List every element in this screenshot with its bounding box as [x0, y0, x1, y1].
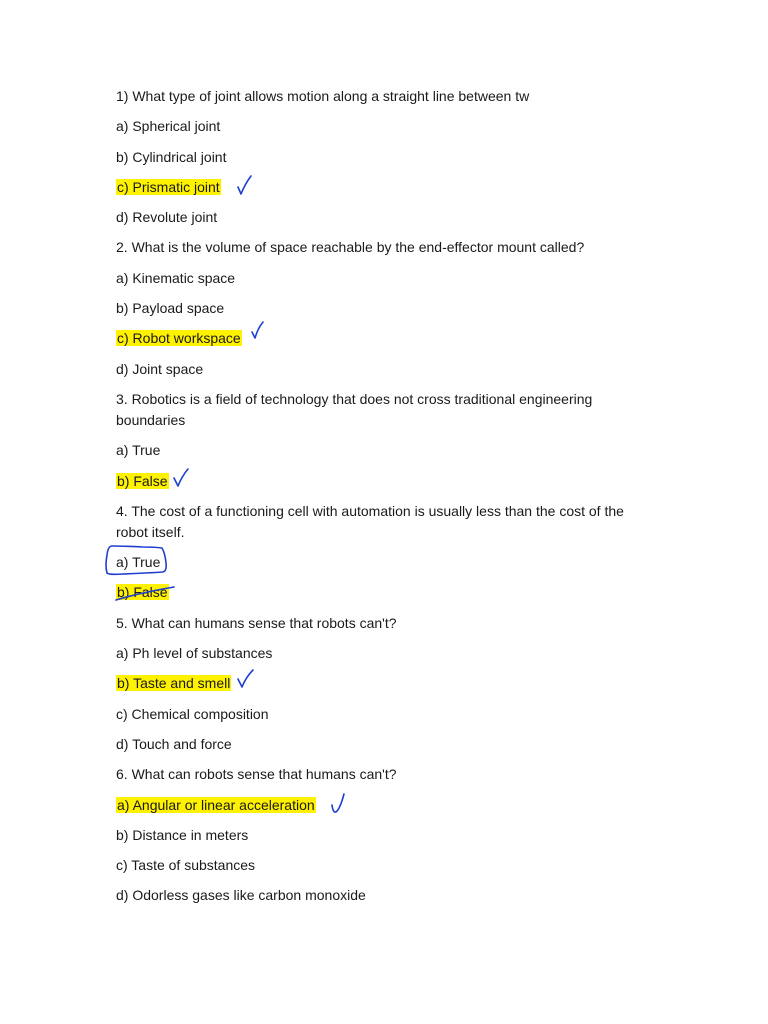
option-3a: a) True — [116, 442, 161, 459]
circle-mark — [103, 543, 177, 583]
check-icon — [250, 321, 266, 345]
check-icon — [236, 174, 254, 198]
option-2d: d) Joint space — [116, 360, 204, 377]
option-5a: a) Ph level of substances — [116, 645, 273, 662]
highlighted-answer: c) Robot workspace — [117, 330, 241, 347]
highlighted-answer: b) False — [117, 472, 168, 489]
option-6d: d) Odorless gases like carbon monoxide — [116, 887, 366, 904]
option-2c — [116, 328, 646, 349]
option-2a: a) Kinematic space — [116, 269, 236, 286]
option-5d: d) Touch and force — [116, 735, 232, 752]
question-2: 2. What is the volume of space reachable by the end-effector mount called? — [116, 239, 585, 256]
highlighted-answer: a) Angular or linear acceleration — [117, 796, 315, 813]
option-1d: d) Revolute joint — [116, 209, 218, 226]
option-1c — [116, 177, 646, 198]
question-6: 6. What can robots sense that humans can't? — [116, 766, 397, 783]
option-1b: b) Cylindrical joint — [116, 148, 227, 165]
option-6b: b) Distance in meters — [116, 826, 249, 843]
document-page — [116, 86, 646, 916]
option-5c: c) Chemical composition — [116, 705, 269, 722]
check-icon — [171, 467, 191, 491]
option-6a — [116, 795, 646, 816]
check-icon — [330, 791, 348, 817]
strike-mark — [114, 583, 178, 605]
check-icon — [236, 669, 256, 693]
option-4b — [116, 582, 646, 603]
option-5b — [116, 673, 646, 694]
question-1: 1) What type of joint allows motion along a straight line between tw — [116, 88, 530, 104]
question-3: 3. Robotics is a field of technology that does not cross traditional engineering boundaries — [116, 390, 593, 428]
highlighted-answer: c) Prismatic joint — [117, 178, 220, 195]
question-5: 5. What can humans sense that robots can't? — [116, 614, 397, 631]
highlighted-answer: b) Taste and smell — [117, 675, 231, 692]
option-1a: a) Spherical joint — [116, 118, 221, 135]
option-6c: c) Taste of substances — [116, 857, 256, 874]
option-3b — [116, 471, 646, 492]
question-4: 4. The cost of a functioning cell with automation is usually less than the cost of the robot itself. — [116, 502, 624, 540]
circled-answer: a) True — [116, 554, 161, 571]
struck-answer: b) False — [117, 584, 168, 601]
option-4a — [116, 552, 646, 573]
option-2b: b) Payload space — [116, 300, 225, 317]
